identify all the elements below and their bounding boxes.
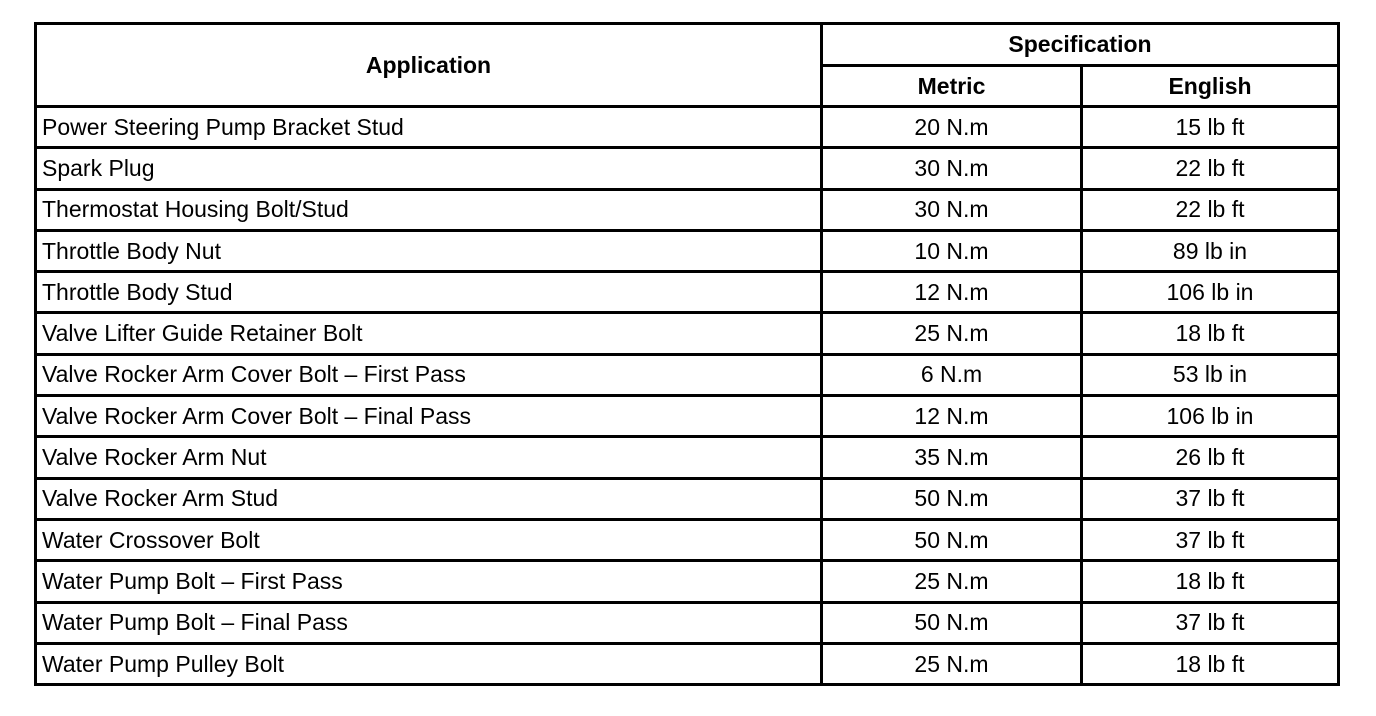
cell-english: 18 lb ft (1082, 561, 1339, 602)
cell-application: Water Crossover Bolt (36, 519, 822, 560)
cell-english: 26 lb ft (1082, 437, 1339, 478)
cell-metric: 25 N.m (822, 643, 1082, 684)
table-body (36, 107, 1339, 685)
cell-english: 18 lb ft (1082, 313, 1339, 354)
cell-metric: 12 N.m (822, 272, 1082, 313)
cell-english: 53 lb in (1082, 354, 1339, 395)
cell-application: Valve Rocker Arm Nut (36, 437, 822, 478)
table-row (36, 272, 1339, 313)
cell-application: Water Pump Bolt – First Pass (36, 561, 822, 602)
cell-application: Water Pump Bolt – Final Pass (36, 602, 822, 643)
cell-english: 106 lb in (1082, 396, 1339, 437)
cell-application: Valve Lifter Guide Retainer Bolt (36, 313, 822, 354)
table-row (36, 313, 1339, 354)
cell-application: Power Steering Pump Bracket Stud (36, 107, 822, 148)
cell-metric: 12 N.m (822, 396, 1082, 437)
torque-specification-table (34, 22, 1340, 686)
cell-metric: 35 N.m (822, 437, 1082, 478)
cell-application: Valve Rocker Arm Cover Bolt – Final Pass (36, 396, 822, 437)
table-row (36, 107, 1339, 148)
cell-english: 15 lb ft (1082, 107, 1339, 148)
table-row (36, 643, 1339, 684)
cell-english: 37 lb ft (1082, 519, 1339, 560)
cell-metric: 25 N.m (822, 561, 1082, 602)
cell-metric: 30 N.m (822, 189, 1082, 230)
cell-english: 106 lb in (1082, 272, 1339, 313)
cell-application: Valve Rocker Arm Stud (36, 478, 822, 519)
table-row (36, 396, 1339, 437)
cell-application: Throttle Body Stud (36, 272, 822, 313)
table-row (36, 561, 1339, 602)
cell-application: Spark Plug (36, 148, 822, 189)
cell-metric: 20 N.m (822, 107, 1082, 148)
cell-english: 22 lb ft (1082, 148, 1339, 189)
table-row (36, 148, 1339, 189)
cell-application: Water Pump Pulley Bolt (36, 643, 822, 684)
cell-application: Throttle Body Nut (36, 230, 822, 271)
cell-application: Thermostat Housing Bolt/Stud (36, 189, 822, 230)
table-row (36, 189, 1339, 230)
cell-metric: 25 N.m (822, 313, 1082, 354)
cell-metric: 10 N.m (822, 230, 1082, 271)
cell-metric: 50 N.m (822, 478, 1082, 519)
table-row (36, 478, 1339, 519)
cell-english: 22 lb ft (1082, 189, 1339, 230)
cell-application: Valve Rocker Arm Cover Bolt – First Pass (36, 354, 822, 395)
cell-english: 37 lb ft (1082, 602, 1339, 643)
table-row (36, 354, 1339, 395)
cell-metric: 6 N.m (822, 354, 1082, 395)
table-row (36, 230, 1339, 271)
column-header-english: English (1082, 66, 1339, 107)
cell-english: 89 lb in (1082, 230, 1339, 271)
header-row-top (36, 24, 1339, 66)
table-row (36, 437, 1339, 478)
column-header-metric: Metric (822, 66, 1082, 107)
cell-english: 18 lb ft (1082, 643, 1339, 684)
column-header-specification: Specification (822, 24, 1339, 66)
column-header-application: Application (36, 24, 822, 107)
cell-metric: 50 N.m (822, 602, 1082, 643)
cell-metric: 30 N.m (822, 148, 1082, 189)
table-row (36, 519, 1339, 560)
cell-english: 37 lb ft (1082, 478, 1339, 519)
table-row (36, 602, 1339, 643)
table-header (36, 24, 1339, 107)
cell-metric: 50 N.m (822, 519, 1082, 560)
